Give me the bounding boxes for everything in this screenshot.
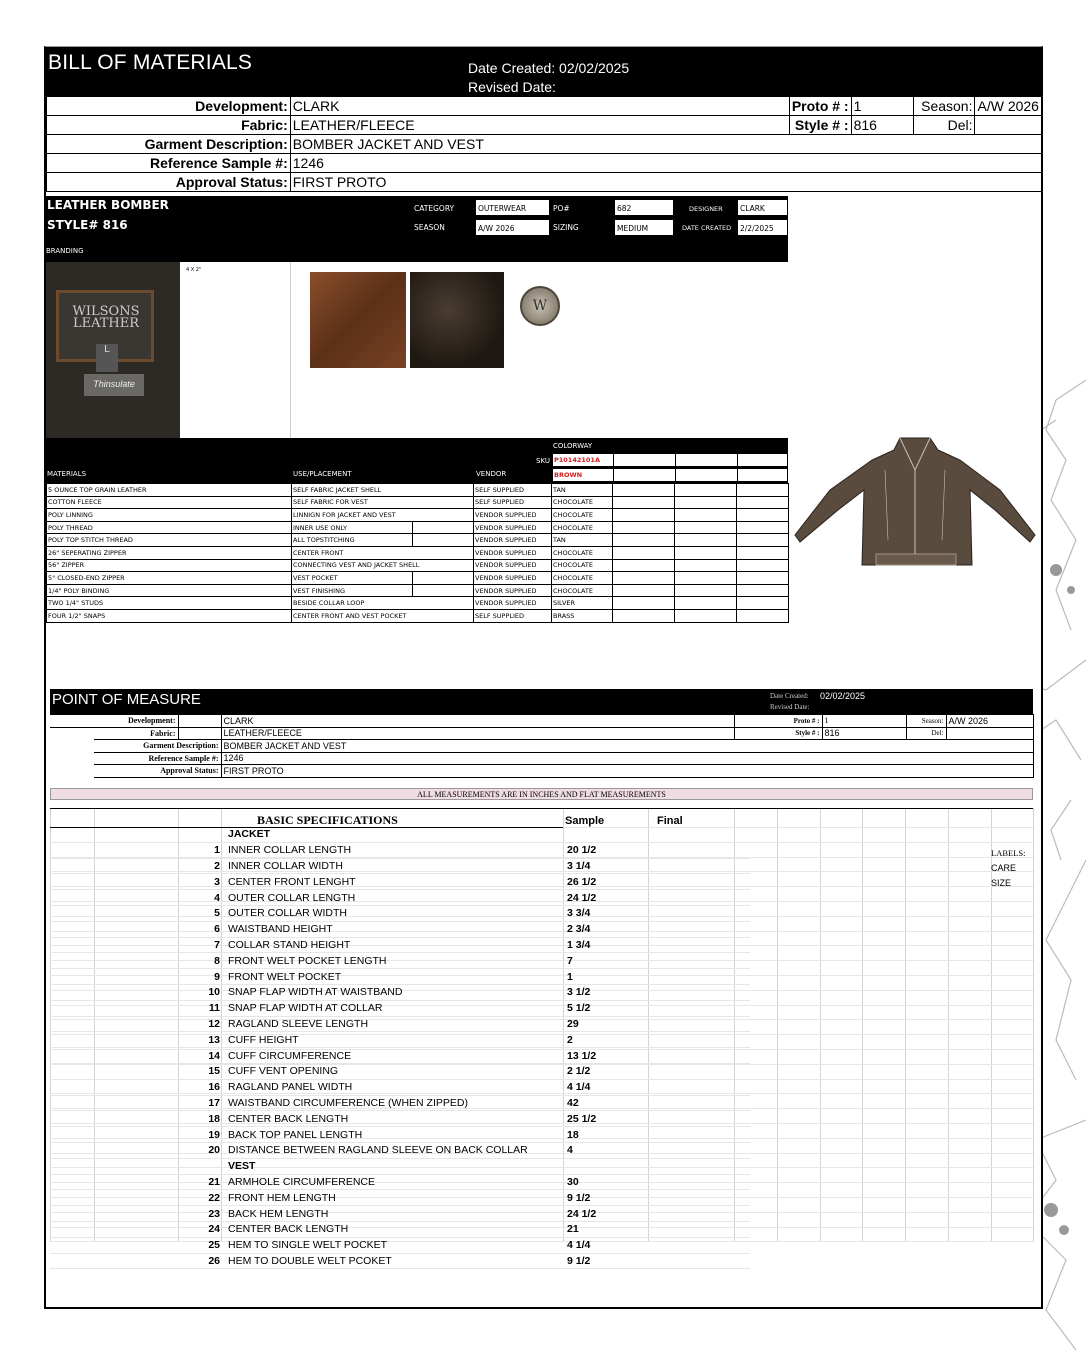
materials-table — [46, 483, 789, 623]
material-color: TAN — [552, 534, 613, 547]
pom-proto-value: 1 — [822, 715, 906, 728]
pom-style-label: Style # : — [734, 727, 822, 740]
measure-row — [50, 1079, 750, 1095]
material-use: CENTER FRONT — [292, 546, 474, 559]
material-use: SELF FABRIC JACKET SHELL — [292, 484, 474, 497]
pom-info-label: Garment Description: — [94, 740, 221, 753]
basic-specs-title: BASIC SPECIFICATIONS — [257, 813, 398, 827]
material-color: CHOCOLATE — [552, 559, 613, 572]
material-name: FOUR 1/2" SNAPS — [47, 609, 292, 622]
branding-area — [46, 262, 788, 438]
measure-description: DISTANCE BETWEEN RAGLAND SLEEVE ON BACK COLLAR — [222, 1142, 565, 1158]
material-name: 26" SEPERATING ZIPPER — [47, 546, 292, 559]
date-created-value: 2/2/2025 — [737, 219, 788, 236]
material-name: POLY LINNING — [47, 509, 292, 522]
measure-row — [50, 1127, 750, 1143]
measure-row — [50, 1174, 750, 1190]
measure-sample: 2 1/2 — [565, 1063, 655, 1079]
brand-name-2: LEATHER — [72, 316, 140, 331]
measure-number: 25 — [180, 1237, 222, 1253]
pom-info-label: Reference Sample #: — [94, 752, 221, 765]
snap-button-image: W — [520, 286, 560, 326]
measure-description: BACK HEM LENGTH — [222, 1206, 565, 1222]
size-note: 4 X 2" — [186, 267, 202, 273]
material-vendor: SELF SUPPLIED — [474, 484, 552, 497]
pom-proto-label: Proto # : — [734, 715, 822, 728]
material-row — [47, 609, 789, 622]
pom-info-value: CLARK — [221, 715, 734, 728]
measure-sample: 3 1/4 — [565, 858, 655, 874]
info-value: BOMBER JACKET AND VEST — [290, 135, 1041, 154]
pom-info-value: 1246 — [221, 752, 1033, 765]
measure-description: COLLAR STAND HEIGHT — [222, 937, 565, 953]
measure-sample — [565, 1158, 655, 1174]
measure-number: 14 — [180, 1048, 222, 1064]
final-header: Final — [657, 815, 683, 827]
measure-number: 6 — [180, 921, 222, 937]
vendor-col-header: VENDOR — [476, 470, 507, 478]
measure-sample: 4 1/4 — [565, 1079, 655, 1095]
measure-sample: 18 — [565, 1127, 655, 1143]
material-vendor: VENDOR SUPPLIED — [474, 559, 552, 572]
measure-sample: 42 — [565, 1095, 655, 1111]
pom-season-value: A/W 2026 — [946, 715, 1033, 728]
measure-row — [50, 969, 750, 985]
season-label: Season: — [913, 97, 975, 116]
measure-sample: 1 3/4 — [565, 937, 655, 953]
measure-sample: 24 1/2 — [565, 1206, 655, 1222]
material-vendor: VENDOR SUPPLIED — [474, 534, 552, 547]
material-color: CHOCOLATE — [552, 496, 613, 509]
designer-label: DESIGNER — [689, 205, 723, 213]
page-title: BILL OF MATERIALS — [48, 51, 253, 74]
measure-number: 8 — [180, 953, 222, 969]
measure-number: 24 — [180, 1221, 222, 1237]
measure-row — [50, 984, 750, 1000]
brand-label-photo — [46, 262, 180, 438]
measure-description: RAGLAND PANEL WIDTH — [222, 1079, 565, 1095]
material-color: CHOCOLATE — [552, 584, 613, 597]
material-name: COTTON FLEECE — [47, 496, 292, 509]
season-label: SEASON — [414, 223, 445, 232]
measure-number: 11 — [180, 1000, 222, 1016]
measure-description: JACKET — [222, 827, 565, 842]
style-number: STYLE# 816 — [47, 218, 128, 232]
measure-description: HEM TO DOUBLE WELT PCOKET — [222, 1253, 565, 1269]
leather-swatch — [310, 272, 406, 368]
designer-value: CLARK — [737, 199, 788, 216]
pom-date-label: Date Created: — [770, 692, 809, 700]
pom-table — [50, 827, 750, 1269]
measure-description: FRONT WELT POCKET LENGTH — [222, 953, 565, 969]
measure-sample: 1 — [565, 969, 655, 985]
material-name: POLY TOP STITCH THREAD — [47, 534, 292, 547]
pom-info-value: FIRST PROTO — [221, 765, 1033, 778]
material-use: LINNIGN FOR JACKET AND VEST — [292, 509, 474, 522]
measure-row — [50, 937, 750, 953]
material-name: 5 OUNCE TOP GRAIN LEATHER — [47, 484, 292, 497]
material-color: BRASS — [552, 609, 613, 622]
material-row — [47, 509, 789, 522]
material-color: SILVER — [552, 597, 613, 610]
proto-value: 1 — [851, 97, 913, 116]
pom-header — [50, 689, 1033, 714]
materials-col-header: MATERIALS — [47, 470, 87, 478]
material-use: INNER USE ONLY — [292, 521, 413, 534]
measure-number: 22 — [180, 1190, 222, 1206]
measure-row — [50, 1142, 750, 1158]
category-value: OUTERWEAR — [475, 199, 550, 216]
material-vendor: VENDOR SUPPLIED — [474, 584, 552, 597]
info-value: 1246 — [290, 154, 1041, 173]
measure-description: WAISTBAND HEIGHT — [222, 921, 565, 937]
material-use: CONNECTING VEST AND JACKET SHELL — [292, 559, 474, 572]
measure-description: FRONT HEM LENGTH — [222, 1190, 565, 1206]
colorway-value: BROWN — [554, 471, 583, 479]
measurement-note: ALL MEASUREMENTS ARE IN INCHES AND FLAT MEASUREMENTS — [50, 788, 1033, 800]
measure-number: 13 — [180, 1032, 222, 1048]
pom-season-label: Season: — [906, 715, 946, 728]
colorway-label: COLORWAY — [553, 442, 593, 450]
pom-info-table — [50, 714, 1034, 778]
info-value: LEATHER/FLEECE — [290, 116, 789, 135]
measure-description: FRONT WELT POCKET — [222, 969, 565, 985]
info-label: Reference Sample #: — [47, 154, 291, 173]
material-color: CHOCOLATE — [552, 509, 613, 522]
measure-description: CENTER BACK LENGTH — [222, 1221, 565, 1237]
material-row — [47, 546, 789, 559]
measure-row — [50, 921, 750, 937]
measure-number: 5 — [180, 905, 222, 921]
po-value: 682 — [614, 199, 674, 216]
material-name: POLY THREAD — [47, 521, 292, 534]
proto-label: Proto # : — [789, 97, 851, 116]
labels-list — [991, 846, 1025, 890]
measure-row — [50, 953, 750, 969]
pom-info-label: Development: — [94, 715, 178, 728]
material-vendor: SELF SUPPLIED — [474, 496, 552, 509]
pom-info-value: LEATHER/FLEECE — [221, 727, 734, 740]
material-row — [47, 496, 789, 509]
measure-number: 12 — [180, 1016, 222, 1032]
measure-row — [50, 1016, 750, 1032]
measure-description: OUTER COLLAR LENGTH — [222, 890, 565, 906]
del-label: Del: — [913, 116, 975, 135]
branding-label: BRANDING — [46, 247, 84, 255]
material-row — [47, 572, 789, 585]
sizing-label: SIZING — [553, 223, 579, 232]
revised-date: Revised Date: — [468, 79, 556, 95]
measure-number: 19 — [180, 1127, 222, 1143]
measure-description: SNAP FLAP WIDTH AT COLLAR — [222, 1000, 565, 1016]
labels-title: LABELS: — [991, 848, 1026, 858]
material-use: CENTER FRONT AND VEST POCKET — [292, 609, 474, 622]
material-name: 56" ZIPPER — [47, 559, 292, 572]
measure-row — [50, 1237, 750, 1253]
size-label: L — [96, 344, 118, 372]
measure-sample: 5 1/2 — [565, 1000, 655, 1016]
measure-row — [50, 1253, 750, 1269]
material-vendor: VENDOR SUPPLIED — [474, 597, 552, 610]
label-size: SIZE — [991, 877, 1012, 888]
measure-row — [50, 1221, 750, 1237]
category-label: CATEGORY — [414, 204, 455, 213]
measure-number: 23 — [180, 1206, 222, 1222]
material-row — [47, 521, 789, 534]
measure-number: 18 — [180, 1111, 222, 1127]
measure-description: BACK TOP PANEL LENGTH — [222, 1127, 565, 1143]
date-created: Date Created: 02/02/2025 — [468, 60, 630, 76]
material-vendor: VENDOR SUPPLIED — [474, 509, 552, 522]
measure-row — [50, 1111, 750, 1127]
measure-row — [50, 827, 750, 842]
sample-header: Sample — [565, 815, 605, 827]
measure-number: 21 — [180, 1174, 222, 1190]
info-label: Development: — [47, 97, 291, 116]
material-color: TAN — [552, 484, 613, 497]
measure-description: ARMHOLE CIRCUMFERENCE — [222, 1174, 565, 1190]
pom-title: POINT OF MEASURE — [52, 691, 201, 708]
measure-number: 10 — [180, 984, 222, 1000]
measure-sample: 13 1/2 — [565, 1048, 655, 1064]
measure-description: OUTER COLLAR WIDTH — [222, 905, 565, 921]
measure-sample: 7 — [565, 953, 655, 969]
po-label: PO# — [553, 204, 570, 213]
measure-description: CUFF VENT OPENING — [222, 1063, 565, 1079]
measure-sample: 24 1/2 — [565, 890, 655, 906]
measure-sample: 26 1/2 — [565, 874, 655, 890]
pom-info-label: Fabric: — [94, 727, 178, 740]
measure-sample: 2 — [565, 1032, 655, 1048]
measure-number: 4 — [180, 890, 222, 906]
measure-sample: 25 1/2 — [565, 1111, 655, 1127]
measure-row — [50, 1000, 750, 1016]
material-color: CHOCOLATE — [552, 546, 613, 559]
measure-description: INNER COLLAR WIDTH — [222, 858, 565, 874]
bom-header — [46, 47, 1042, 96]
material-name: 1/4" POLY BINDING — [47, 584, 292, 597]
sku-value: P10142101A — [554, 456, 600, 464]
measure-description: VEST — [222, 1158, 565, 1174]
measure-row — [50, 1158, 750, 1174]
measure-number: 20 — [180, 1142, 222, 1158]
material-vendor: VENDOR SUPPLIED — [474, 521, 552, 534]
label-care: CARE — [991, 862, 1017, 873]
measure-sample: 2 3/4 — [565, 921, 655, 937]
measure-sample: 3 3/4 — [565, 905, 655, 921]
material-use: VEST POCKET — [292, 572, 413, 585]
measure-row — [50, 1063, 750, 1079]
pom-info-value: BOMBER JACKET AND VEST — [221, 740, 1033, 753]
style-value: 816 — [851, 116, 913, 135]
measure-description: CENTER BACK LENGTH — [222, 1111, 565, 1127]
info-label: Approval Status: — [47, 173, 291, 192]
material-use: BESIDE COLLAR LOOP — [292, 597, 474, 610]
material-name: TWO 1/4" STUDS — [47, 597, 292, 610]
measure-row — [50, 905, 750, 921]
measure-description: RAGLAND SLEEVE LENGTH — [222, 1016, 565, 1032]
material-row — [47, 584, 789, 597]
pom-revised-label: Revised Date: — [770, 703, 810, 711]
material-name: 5" CLOSED-END ZIPPER — [47, 572, 292, 585]
measure-sample: 4 1/4 — [565, 1237, 655, 1253]
measure-row — [50, 1048, 750, 1064]
measure-number: 7 — [180, 937, 222, 953]
measure-description: WAISTBAND CIRCUMFERENCE (WHEN ZIPPED) — [222, 1095, 565, 1111]
measure-row — [50, 1206, 750, 1222]
measure-row — [50, 874, 750, 890]
material-vendor: SELF SUPPLIED — [474, 609, 552, 622]
measure-number — [180, 827, 222, 842]
measure-sample: 4 — [565, 1142, 655, 1158]
measure-number: 3 — [180, 874, 222, 890]
brand-name-1: WILSONS — [72, 304, 140, 319]
info-table — [46, 96, 1042, 192]
measure-sample: 21 — [565, 1221, 655, 1237]
measure-sample: 9 1/2 — [565, 1253, 655, 1269]
measure-number — [180, 1158, 222, 1174]
del-value — [975, 116, 1042, 135]
measure-description: INNER COLLAR LENGTH — [222, 842, 565, 858]
measure-sample: 30 — [565, 1174, 655, 1190]
sku-label: SKU — [536, 457, 550, 465]
thinsulate-tag: Thinsulate — [84, 374, 144, 396]
measure-sample — [565, 827, 655, 842]
measure-description: CUFF HEIGHT — [222, 1032, 565, 1048]
measure-number: 17 — [180, 1095, 222, 1111]
material-row — [47, 559, 789, 572]
measure-description: SNAP FLAP WIDTH AT WAISTBAND — [222, 984, 565, 1000]
measure-number: 15 — [180, 1063, 222, 1079]
measure-number: 16 — [180, 1079, 222, 1095]
measure-description: HEM TO SINGLE WELT POCKET — [222, 1237, 565, 1253]
fleece-swatch — [410, 272, 504, 368]
jacket-sketch — [790, 430, 1040, 570]
measure-row — [50, 1190, 750, 1206]
measure-number: 2 — [180, 858, 222, 874]
pom-date-value: 02/02/2025 — [820, 691, 866, 701]
measure-description: CENTER FRONT LENGHT — [222, 874, 565, 890]
pom-info-label: Approval Status: — [94, 765, 221, 778]
measure-row — [50, 842, 750, 858]
material-vendor: VENDOR SUPPLIED — [474, 546, 552, 559]
material-color: CHOCOLATE — [552, 521, 613, 534]
material-use: ALL TOPSTITCHING — [292, 534, 413, 547]
measure-row — [50, 890, 750, 906]
measure-number: 9 — [180, 969, 222, 985]
season-value: A/W 2026 — [475, 219, 550, 236]
material-color: CHOCOLATE — [552, 572, 613, 585]
info-label: Garment Description: — [47, 135, 291, 154]
measure-number: 26 — [180, 1253, 222, 1269]
measure-row — [50, 1095, 750, 1111]
info-value: FIRST PROTO — [290, 173, 1041, 192]
info-label: Fabric: — [47, 116, 291, 135]
measure-description: CUFF CIRCUMFERENCE — [222, 1048, 565, 1064]
measure-number: 1 — [180, 842, 222, 858]
style-label: Style # : — [789, 116, 851, 135]
measure-row — [50, 1032, 750, 1048]
measure-sample: 3 1/2 — [565, 984, 655, 1000]
sizing-value: MEDIUM — [614, 219, 674, 236]
material-use: VEST FINISHING — [292, 584, 413, 597]
measure-sample: 29 — [565, 1016, 655, 1032]
pom-style-value: 816 — [822, 727, 906, 740]
measure-row — [50, 858, 750, 874]
season-value: A/W 2026 — [975, 97, 1042, 116]
material-row — [47, 484, 789, 497]
material-row — [47, 597, 789, 610]
use-col-header: USE/PLACEMENT — [293, 470, 352, 478]
style-name: LEATHER BOMBER — [47, 198, 169, 212]
pom-del-label: Del: — [906, 727, 946, 740]
date-created-label: DATE CREATED — [682, 224, 732, 232]
measure-sample: 20 1/2 — [565, 842, 655, 858]
material-use: SELF FABRIC FOR VEST — [292, 496, 474, 509]
style-band — [46, 196, 788, 262]
measure-sample: 9 1/2 — [565, 1190, 655, 1206]
material-vendor: VENDOR SUPPLIED — [474, 572, 552, 585]
material-row — [47, 534, 789, 547]
info-value: CLARK — [290, 97, 789, 116]
